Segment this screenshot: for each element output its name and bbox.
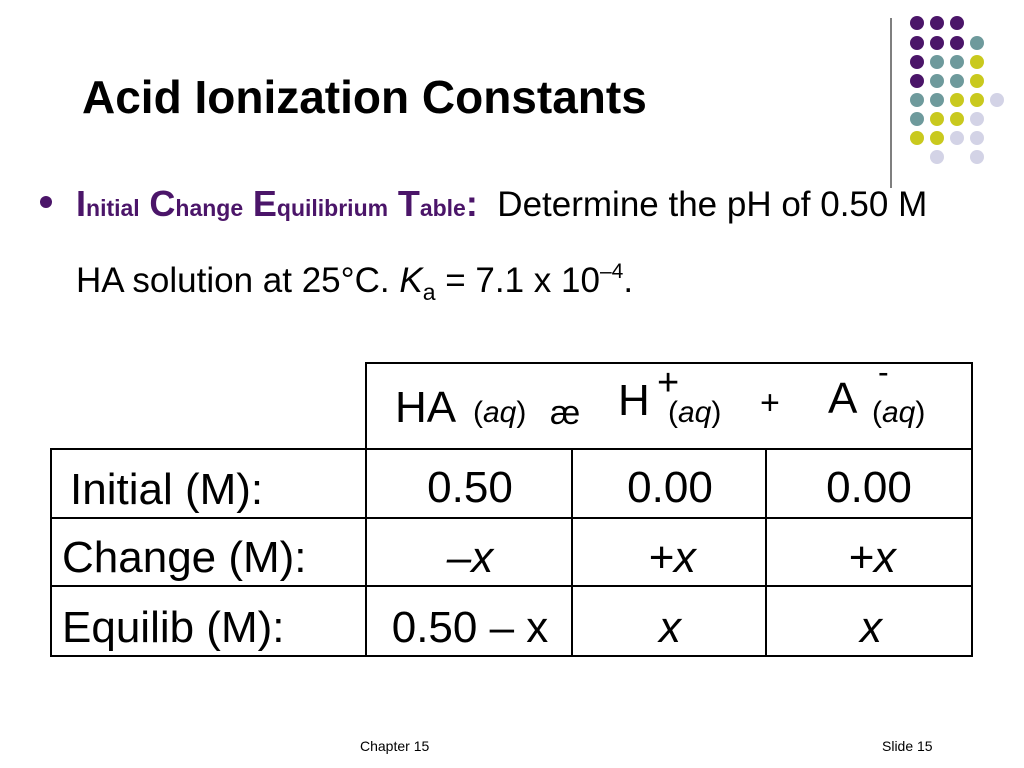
eq-product-h-charge: +: [657, 362, 680, 404]
decorative-dot: [970, 55, 984, 69]
table-col-divider: [365, 448, 367, 657]
decorative-dot: [970, 93, 984, 107]
decorative-dot: [970, 36, 984, 50]
eq-product-h-state: (aq): [668, 396, 722, 429]
decorative-dot: [930, 16, 944, 30]
eq-product-a: A: [828, 374, 858, 423]
equilib-ha: 0.50 – x: [391, 603, 549, 652]
decorative-dot: [910, 112, 924, 126]
table-row-divider: [50, 517, 973, 519]
table-col-divider: [571, 448, 573, 657]
slide-title: Acid Ionization Constants: [82, 71, 647, 123]
decorative-dot: [950, 55, 964, 69]
decorative-dot: [930, 55, 944, 69]
decorative-dot: [950, 112, 964, 126]
ka-exponent: –4: [599, 260, 624, 283]
decorative-dot: [950, 131, 964, 145]
change-a: +x: [848, 533, 896, 582]
ice-table-heading: Initial Change Equilibrium Table:: [76, 183, 478, 224]
bullet-icon: [40, 196, 52, 208]
decorative-dot: [950, 16, 964, 30]
decorative-dot: [950, 36, 964, 50]
eq-plus: +: [760, 384, 780, 422]
decorative-dot: [970, 150, 984, 164]
decorative-dot: [910, 131, 924, 145]
eq-arrow: æ: [550, 394, 581, 432]
table-row-divider: [50, 585, 973, 587]
period: .: [623, 261, 634, 300]
decorative-dot: [930, 150, 944, 164]
decorative-dot: [970, 131, 984, 145]
table-col-divider: [765, 448, 767, 657]
decorative-dot: [930, 131, 944, 145]
initial-h: 0.00: [627, 463, 713, 512]
row-label-initial: Initial (M):: [70, 465, 264, 514]
eq-product-a-charge: -: [878, 354, 889, 390]
decorative-dot: [990, 93, 1004, 107]
decorative-divider: [890, 18, 892, 188]
bullet-text: [76, 172, 956, 324]
problem-statement: Determine the pH of 0.50 M HA solution at 25°C.: [76, 185, 928, 300]
footer-chapter: Chapter 15: [360, 738, 430, 754]
decorative-dot: [910, 93, 924, 107]
row-label-equilib: Equilib (M):: [62, 603, 285, 652]
ka-symbol: K: [399, 261, 423, 300]
equilib-h: x: [659, 603, 681, 652]
decorative-dot: [910, 55, 924, 69]
initial-ha: 0.50: [427, 463, 513, 512]
decorative-dot: [930, 74, 944, 88]
eq-reactant-state: (aq): [473, 396, 527, 429]
ka-subscript: a: [422, 279, 436, 305]
eq-reactant: HA: [395, 383, 457, 432]
decorative-dot: [970, 112, 984, 126]
decorative-dot: [930, 112, 944, 126]
footer-slide-number: Slide 15: [882, 738, 933, 754]
change-h: +x: [648, 533, 696, 582]
decorative-dot: [910, 74, 924, 88]
initial-a: 0.00: [826, 463, 912, 512]
eq-product-a-state: (aq): [872, 396, 926, 429]
eq-product-h: H: [618, 376, 650, 425]
decorative-dot: [910, 16, 924, 30]
decorative-dot: [910, 36, 924, 50]
decorative-dot: [950, 74, 964, 88]
decorative-dot: [930, 36, 944, 50]
row-label-change: Change (M):: [62, 533, 307, 582]
decorative-dot: [950, 93, 964, 107]
decorative-dot: [970, 74, 984, 88]
ka-value: = 7.1 x 10: [445, 261, 600, 300]
change-ha: –x: [446, 533, 494, 582]
decorative-dot: [930, 93, 944, 107]
equilib-a: x: [860, 603, 882, 652]
